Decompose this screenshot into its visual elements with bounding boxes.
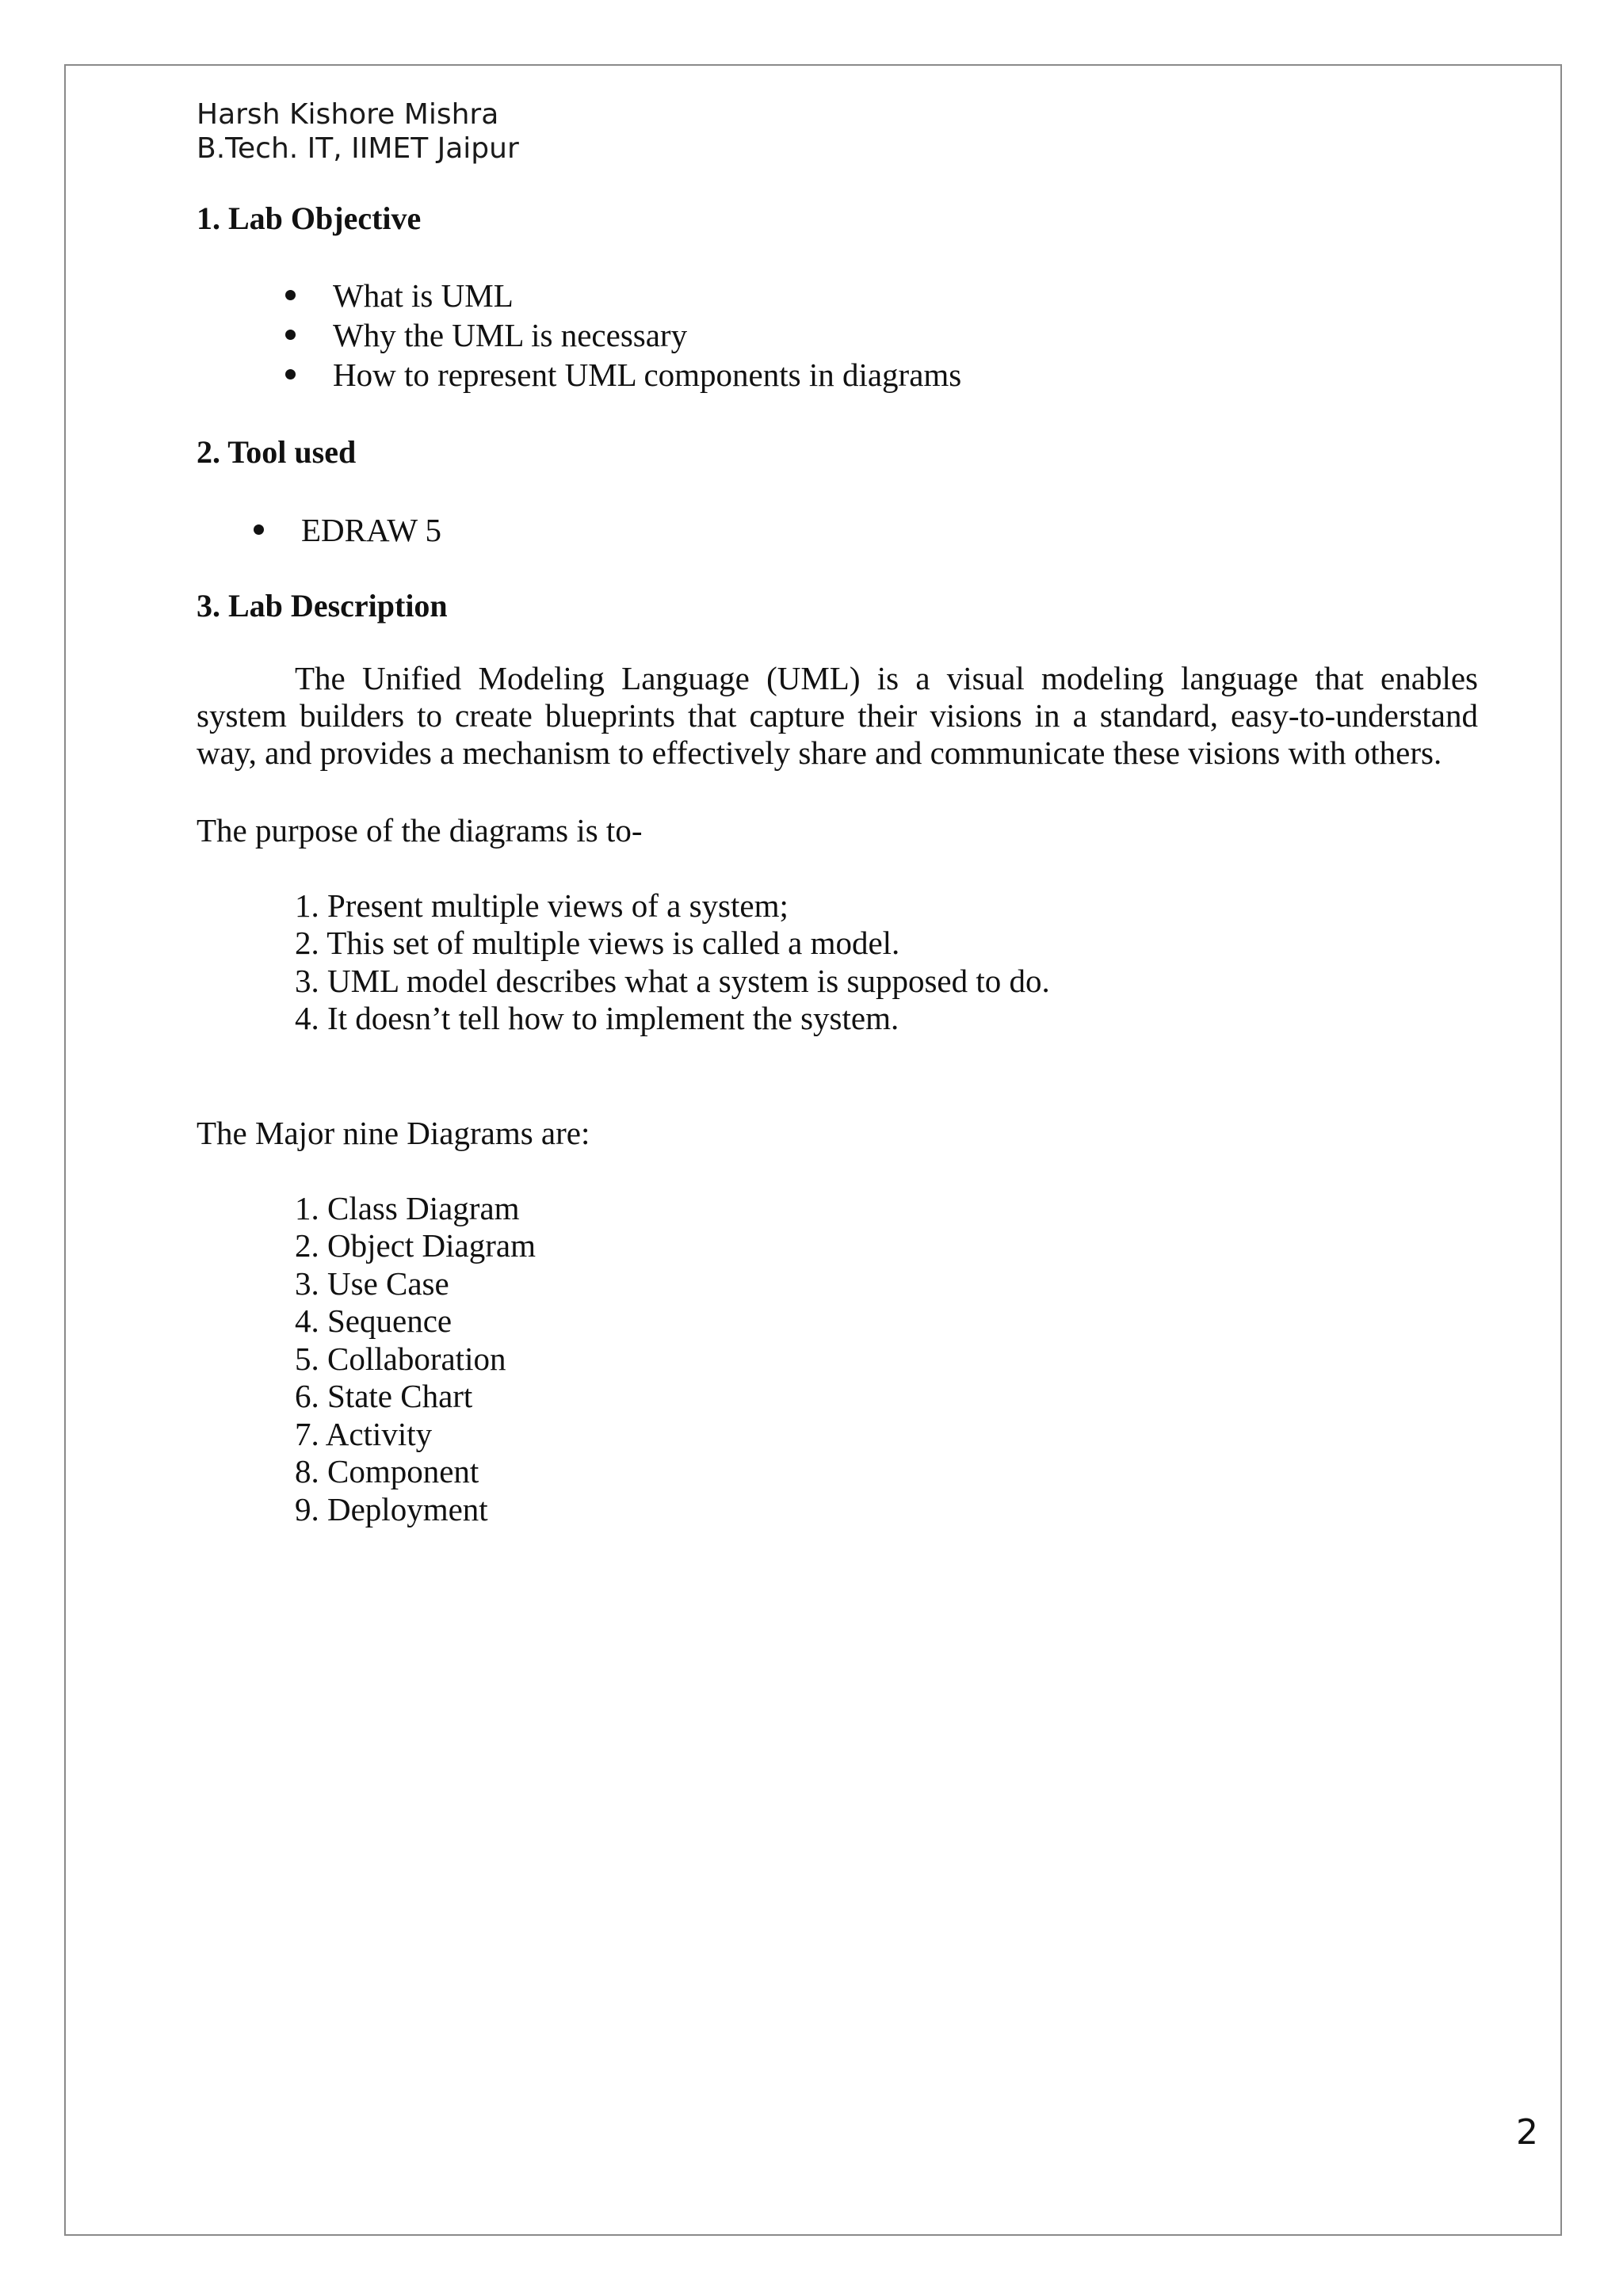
purpose-item: 4. It doesn’t tell how to implement the system.: [295, 1000, 899, 1036]
bullet-icon: [285, 369, 296, 379]
objective-item: Why the UML is necessary: [333, 317, 688, 353]
diagrams-intro: The Major nine Diagrams are:: [197, 1115, 590, 1151]
section-heading-tool: 2. Tool used: [197, 434, 357, 470]
bullet-icon: [285, 290, 296, 300]
purpose-intro: The purpose of the diagrams is to-: [197, 812, 643, 849]
purpose-item: 3. UML model describes what a system is supposed to do.: [295, 963, 1050, 999]
section-heading-description: 3. Lab Description: [197, 588, 448, 624]
diagram-item: 6. State Chart: [295, 1378, 473, 1414]
description-paragraph: The Unified Modeling Language (UML) is a visual modeling language that enables system builders to create blueprints that capture their visions in a standard, easy-to-understand way, and provides a mechanism to effectively share and communicate these visions with others.: [197, 660, 1478, 771]
diagram-item: 1. Class Diagram: [295, 1190, 520, 1226]
diagram-item: 7. Activity: [295, 1416, 433, 1452]
bullet-icon: [285, 330, 296, 340]
diagram-item: 3. Use Case: [295, 1265, 449, 1302]
diagram-item: 9. Deployment: [295, 1491, 488, 1527]
section-heading-objective: 1. Lab Objective: [197, 200, 422, 236]
diagram-item: 2. Object Diagram: [295, 1227, 536, 1264]
diagram-item: 5. Collaboration: [295, 1341, 506, 1377]
page-number: 2: [1516, 2112, 1538, 2153]
diagram-item: 4. Sequence: [295, 1302, 453, 1339]
purpose-item: 2. This set of multiple views is called a model.: [295, 925, 900, 961]
author-department: B.Tech. IT, IIMET Jaipur: [197, 132, 519, 165]
diagram-item: 8. Component: [295, 1453, 479, 1489]
objective-item: How to represent UML components in diagrams: [333, 357, 962, 393]
tool-item: EDRAW 5: [301, 512, 442, 548]
bullet-icon: [254, 524, 264, 535]
purpose-item: 1. Present multiple views of a system;: [295, 887, 789, 924]
author-name: Harsh Kishore Mishra: [197, 98, 499, 131]
objective-item: What is UML: [333, 277, 514, 314]
